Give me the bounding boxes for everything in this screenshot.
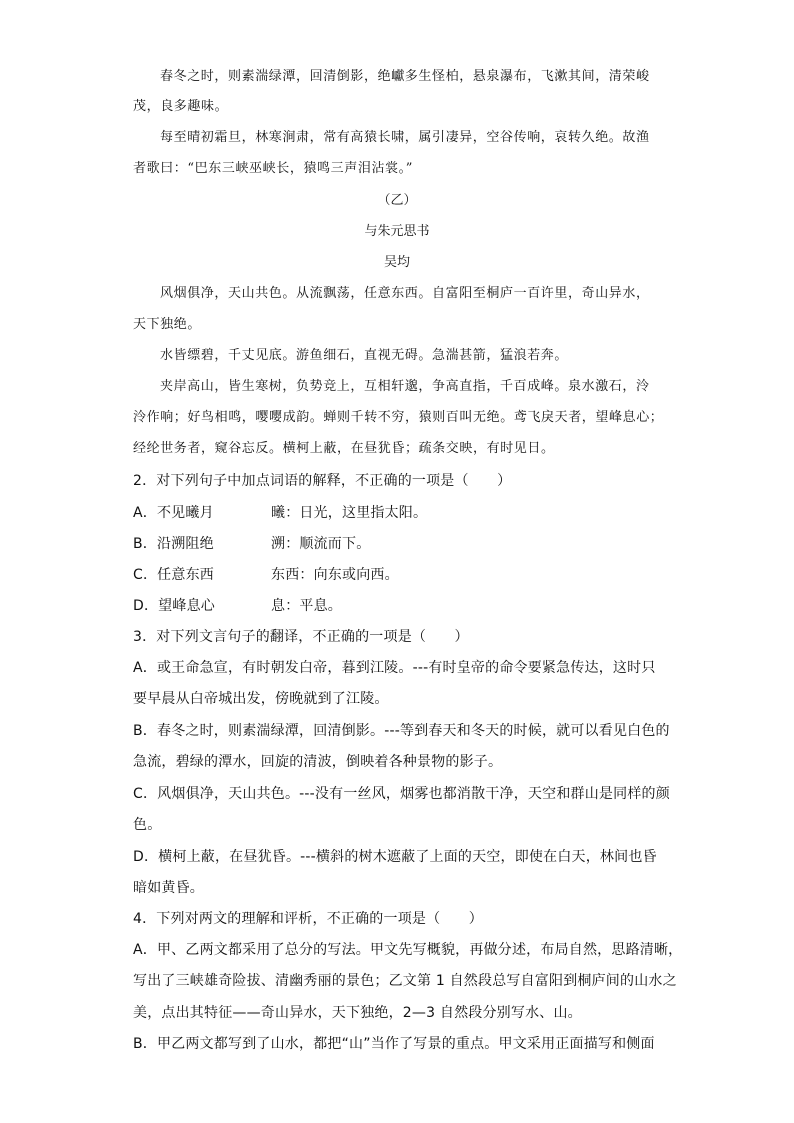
question-3-option-c-cont: 色。 xyxy=(133,817,162,833)
passage-a-line: 者歌曰：“巴东三峡巫峡长，猿鸣三声泪沾裳。” xyxy=(133,161,413,176)
passage-b-line: 经纶世务者，窥谷忘反。横柯上蔽，在昼犹昏；疏条交映，有时见日。 xyxy=(133,441,555,456)
passage-b-line: 风烟俱净，天山共色。从流飘荡，任意东西。自富阳至桐庐一百许里，奇山异水， xyxy=(160,286,650,301)
passage-a-line: 每至晴初霜旦，林寒涧肃，常有高猿长啸，属引凄异，空谷传响，哀转久绝。故渔 xyxy=(160,130,650,145)
question-3-option-c: C．风烟俱净，天山共色。---没有一丝风，烟雾也都消散干净，天空和群山是同样的颜 xyxy=(133,786,670,802)
question-4-option-a: A．甲、乙两文都采用了总分的写法。甲文先写概貌，再做分述，布局自然，思路清晰， xyxy=(133,942,683,958)
question-2-stem: 2．对下列句子中加点词语的解释，不正确的一项是（ ） xyxy=(133,473,512,489)
passage-b-line: 泠作响；好鸟相鸣，嘤嘤成韵。蝉则千转不穷，猿则百叫无绝。鸢飞戾天者，望峰息心； xyxy=(133,410,664,425)
passage-a-line: 春冬之时，则素湍绿潭，回清倒影，绝巘多生怪柏，悬泉瀑布，飞漱其间，清荣峻 xyxy=(160,69,650,84)
option-gloss: 曦：日光，这里指太阳。 xyxy=(271,505,428,521)
passage-b-label: （乙） xyxy=(377,193,417,208)
question-4-option-b: B．甲乙两文都写到了山水，都把“山”当作了写景的重点。甲文采用正面描写和侧面 xyxy=(133,1036,655,1052)
question-3-option-b: B．春冬之时，则素湍绿潭，回清倒影。---等到春天和冬天的时候，就可以看见白色的 xyxy=(133,723,670,739)
question-2-option-a xyxy=(133,503,427,523)
question-2-option-b xyxy=(133,534,370,554)
passage-b-author: 吴均 xyxy=(383,255,410,270)
question-4-option-a-cont: 写出了三峡雄奇险拔、清幽秀丽的景色；乙文第 1 自然段总写自富阳到桐庐间的山水之 xyxy=(133,973,677,989)
question-4-option-a-cont: 美，点出其特征——奇山异水，天下独绝，2—3 自然段分别写水、山。 xyxy=(133,1005,582,1021)
option-gloss: 息：平息。 xyxy=(271,598,342,614)
question-3-stem: 3．对下列文言句子的翻译，不正确的一项是（ ） xyxy=(133,629,469,645)
question-3-option-b-cont: 急流，碧绿的潭水，回旋的清波，倒映着各种景物的影子。 xyxy=(133,754,503,770)
passage-b-title: 与朱元思书 xyxy=(364,224,430,239)
option-word: A．不见曦月 xyxy=(133,505,214,521)
question-3-option-a-cont: 要早晨从白帝城出发，傍晚就到了江陵。 xyxy=(133,691,389,707)
question-3-option-a: A．或王命急宣，有时朝发白帝，暮到江陵。---有时皇帝的命令要紧急传达，这时只 xyxy=(133,660,656,676)
option-gloss: 溯：顺流而下。 xyxy=(271,536,371,552)
option-word: C．任意东西 xyxy=(133,567,214,583)
question-3-option-d: D．横柯上蔽，在昼犹昏。---横斜的树木遮蔽了上面的天空，即使在白天，林间也昏 xyxy=(133,849,657,865)
option-word: B．沿溯阻绝 xyxy=(133,536,214,552)
question-3-option-d-cont: 暗如黄昏。 xyxy=(133,880,204,896)
option-word: D．望峰息心 xyxy=(133,598,215,614)
option-gloss: 东西：向东或向西。 xyxy=(271,567,399,583)
question-2-option-c xyxy=(133,565,399,585)
passage-b-line: 水皆缥碧，千丈见底。游鱼细石，直视无碍。急湍甚箭，猛浪若奔。 xyxy=(160,348,569,363)
question-2-option-d xyxy=(133,596,342,616)
passage-b-line: 天下独绝。 xyxy=(133,317,202,332)
passage-a-line: 茂，良多趣味。 xyxy=(133,99,229,114)
question-4-stem: 4．下列对两文的理解和评析，不正确的一项是（ ） xyxy=(133,911,483,927)
passage-b-line: 夹岸高山，皆生寒树，负势竞上，互相轩邈，争高直指，千百成峰。泉水激石，泠 xyxy=(160,379,650,394)
